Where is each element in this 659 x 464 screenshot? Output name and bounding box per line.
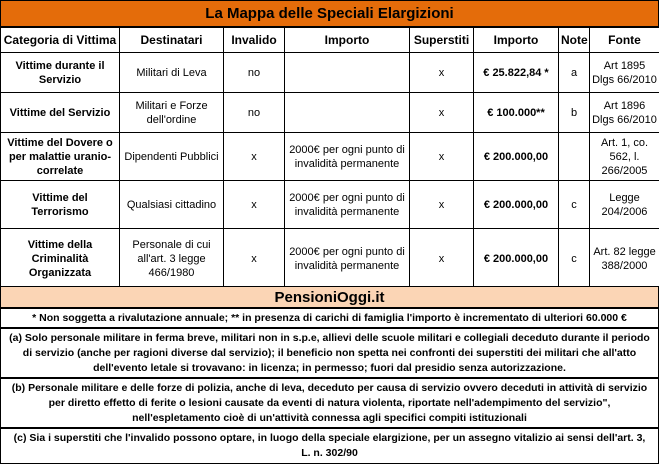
- cell-fonte: Legge 204/2006: [590, 181, 659, 229]
- cell-categoria: Vittime del Servizio: [1, 93, 120, 133]
- cell-destinatari: Personale di cui all'art. 3 legge 466/1980: [120, 229, 224, 289]
- sheet-title: [0, 0, 659, 27]
- cell-importo: € 25.822,84 *: [474, 53, 559, 93]
- cell-destinatari: Militari e Forze dell'ordine: [120, 93, 224, 133]
- elargizioni-table: [0, 27, 659, 289]
- footnote-asterisks-text: * Non soggetta a rivalutazione annuale; ** in presenza di carichi di famiglia l'importo è incrementato di ulteriori 60.000 €: [32, 311, 627, 324]
- cell-importo-invalido: 2000€ per ogni punto di invalidità permanente: [285, 181, 410, 229]
- cell-destinatari: Militari di Leva: [120, 53, 224, 93]
- table-row: [1, 53, 659, 93]
- header-note: Note: [559, 28, 590, 53]
- cell-categoria: Vittime della Criminalità Organizzata: [1, 229, 120, 289]
- cell-note: c: [559, 229, 590, 289]
- cell-invalido: x: [224, 229, 285, 289]
- cell-invalido: x: [224, 181, 285, 229]
- header-row: [1, 28, 659, 53]
- cell-categoria: Vittime del Dovere o per malattie uranio-correlate: [1, 133, 120, 181]
- cell-invalido: no: [224, 93, 285, 133]
- brand-banner: [0, 286, 659, 308]
- cell-importo-invalido: [285, 93, 410, 133]
- cell-superstiti: x: [410, 53, 474, 93]
- cell-categoria: Vittime durante il Servizio: [1, 53, 120, 93]
- table-row: [1, 93, 659, 133]
- cell-note: b: [559, 93, 590, 133]
- header-fonte: Fonte: [590, 28, 659, 53]
- cell-superstiti: x: [410, 93, 474, 133]
- cell-importo: € 200.000,00: [474, 229, 559, 289]
- header-importo: Importo: [474, 28, 559, 53]
- cell-superstiti: x: [410, 133, 474, 181]
- cell-note: c: [559, 181, 590, 229]
- cell-note: [559, 133, 590, 181]
- cell-invalido: no: [224, 53, 285, 93]
- header-categoria: Categoria di Vittima: [1, 28, 120, 53]
- cell-importo: € 200.000,00: [474, 133, 559, 181]
- footnote-a-text: (a) Solo personale militare in ferma breve, militari non in s.p.e, allievi delle scuole militari e collegiali deceduto durante il periodo di servizio (anche per ragioni diverse dal servizio); il beneficio non spetta nei confronti dei superstiti dei militari che all'atto dell'evento letale si trovavano: in licenza; in permesso; fuori dal presidio senza autorizzazione.: [9, 331, 650, 374]
- cell-invalido: x: [224, 133, 285, 181]
- cell-destinatari: Dipendenti Pubblici: [120, 133, 224, 181]
- cell-fonte: Art. 1, co. 562, l. 266/2005: [590, 133, 659, 181]
- cell-superstiti: x: [410, 181, 474, 229]
- cell-superstiti: x: [410, 229, 474, 289]
- cell-importo: € 100.000**: [474, 93, 559, 133]
- cell-categoria: Vittime del Terrorismo: [1, 181, 120, 229]
- table-row: [1, 133, 659, 181]
- brand-text: PensioniOggi.it: [274, 288, 385, 306]
- cell-importo: € 200.000,00: [474, 181, 559, 229]
- footnote-a: [0, 328, 659, 378]
- cell-importo-invalido: 2000€ per ogni punto di invalidità permanente: [285, 133, 410, 181]
- sheet-title-text: La Mappa delle Speciali Elargizioni: [205, 5, 454, 22]
- table-row: [1, 229, 659, 289]
- cell-destinatari: Qualsiasi cittadino: [120, 181, 224, 229]
- cell-importo-invalido: 2000€ per ogni punto di invalidità permanente: [285, 229, 410, 289]
- table-row: [1, 181, 659, 229]
- footnote-b: [0, 378, 659, 428]
- footnote-b-text: (b) Personale militare e delle forze di polizia, anche di leva, deceduto per causa di servizio ovvero deceduti in attività di servizio per diretto effetto di ferite o lesioni causate da eventi di natura violenta, riportate nell'adempimento del servizio", nell'espletamento cioè di un'attività connessa agli specifici compiti istituzionali: [11, 381, 648, 424]
- cell-fonte: Art. 82 legge 388/2000: [590, 229, 659, 289]
- header-invalido: Invalido: [224, 28, 285, 53]
- header-destinatari: Destinatari: [120, 28, 224, 53]
- footnote-c-text: (c) Sia i superstiti che l'invalido possono optare, in luogo della speciale elargizione, per un assegno vitalizio ai sensi dell'art. 3, L. n. 302/90: [13, 432, 646, 459]
- cell-note: a: [559, 53, 590, 93]
- header-importo-invalido: Importo: [285, 28, 410, 53]
- cell-importo-invalido: [285, 53, 410, 93]
- cell-fonte: Art 1896 Dlgs 66/2010: [590, 93, 659, 133]
- footnote-c: [0, 428, 659, 464]
- header-superstiti: Superstiti: [410, 28, 474, 53]
- cell-fonte: Art 1895 Dlgs 66/2010: [590, 53, 659, 93]
- footnote-asterisks: [0, 308, 659, 328]
